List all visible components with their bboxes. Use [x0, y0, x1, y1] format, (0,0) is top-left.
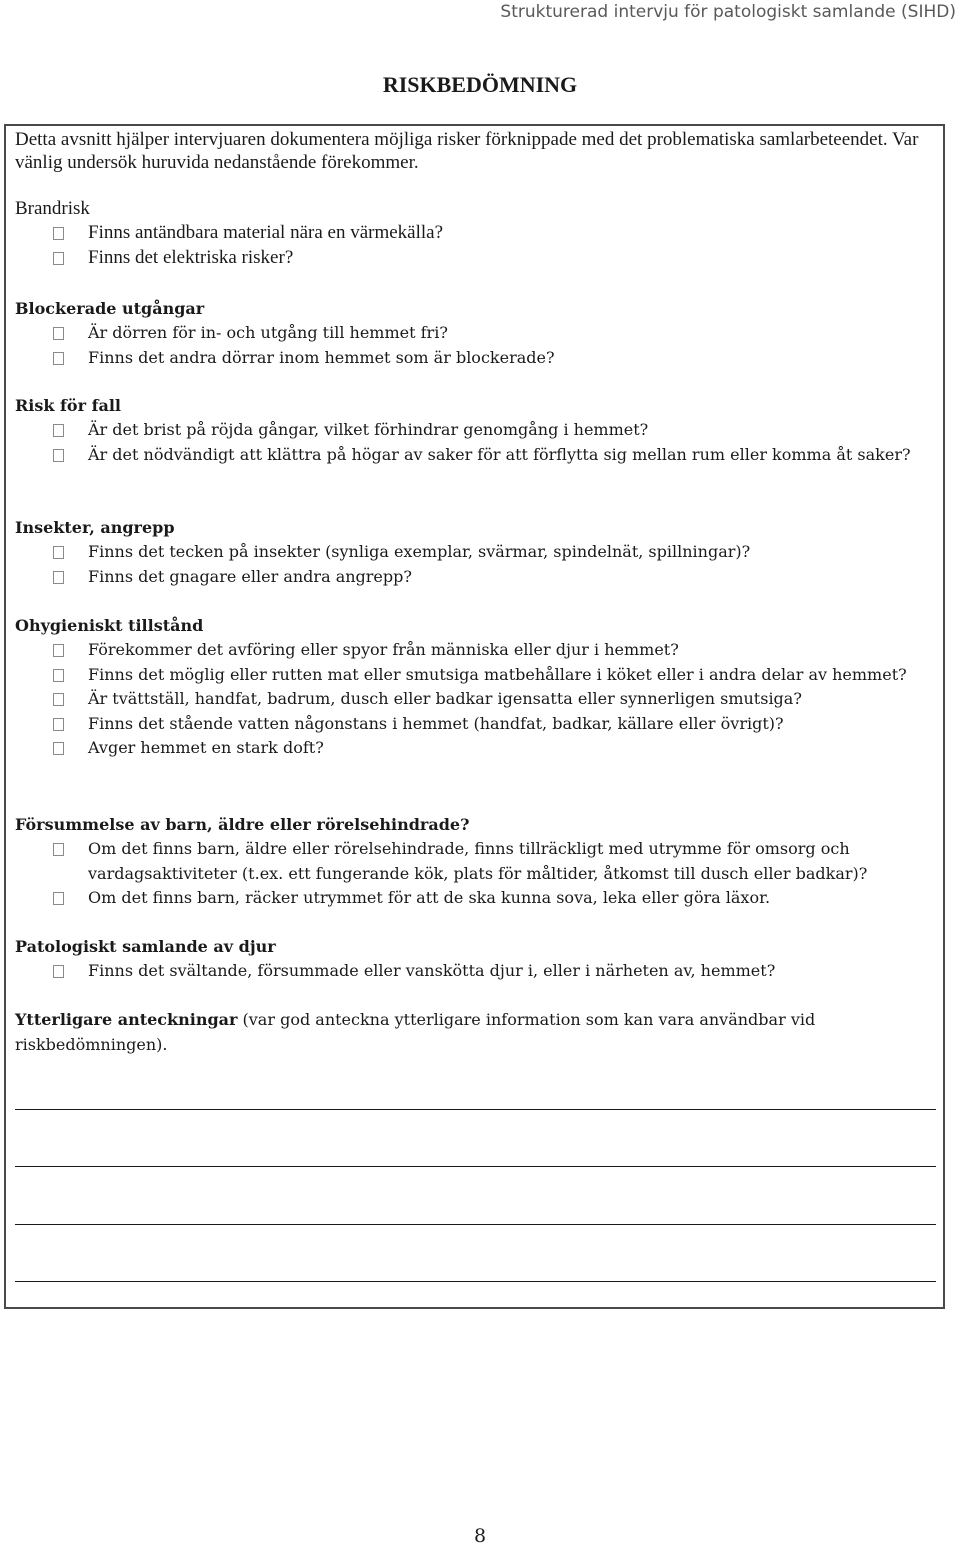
- checklist-item: [15, 663, 935, 688]
- checklist: [15, 418, 935, 467]
- notes-instruction: (var god anteckna ytterligare information som kan vara användbar vid riskbedömningen).: [15, 1010, 816, 1054]
- section-title: Risk för fall: [15, 396, 121, 415]
- checklist-item: [15, 443, 935, 468]
- checklist-item: [15, 540, 935, 565]
- checklist-item: [15, 837, 935, 886]
- checkbox[interactable]: [53, 352, 64, 365]
- section-forsummelse: [15, 813, 935, 911]
- item-text: Finns det elektriska risker?: [88, 246, 294, 268]
- checklist-item: [15, 246, 935, 271]
- intro-paragraph: Detta avsnitt hjälper intervjuaren dokumentera möjliga risker förknippade med det problematiska samlarbeteendet. Var vänlig undersök huruvida nedanstående förekommer.: [15, 129, 919, 173]
- checklist: [15, 638, 935, 761]
- checklist-item: [15, 221, 935, 246]
- item-text: Är tvättställ, handfat, badrum, dusch eller badkar igensatta eller synnerligen smutsiga?: [88, 689, 802, 708]
- checklist-item: [15, 346, 935, 371]
- checklist-item: [15, 712, 935, 737]
- item-text: Finns det möglig eller rutten mat eller smutsiga matbehållare i köket eller i andra delar av hemmet?: [88, 664, 907, 684]
- page-number: 8: [473, 1525, 487, 1547]
- checklist: [15, 959, 935, 984]
- section-title: Blockerade utgångar: [15, 299, 205, 318]
- item-text: Om det finns barn, äldre eller rörelsehindrade, finns tillräckligt med utrymme för omsorg och vardagsaktiviteter (t.ex. ett fungerande kök, plats för måltider, åtkomst till dusch eller badkar)?: [88, 839, 868, 883]
- section-brandrisk: [15, 197, 935, 270]
- checklist-item: [15, 736, 935, 761]
- checkbox[interactable]: [53, 718, 64, 731]
- item-text: Om det finns barn, räcker utrymmet för att de ska kunna sova, leka eller göra läxor.: [88, 888, 771, 907]
- section-title: Brandrisk: [15, 198, 90, 219]
- checklist-item: [15, 886, 935, 911]
- checklist-item: [15, 687, 935, 712]
- checkbox[interactable]: [53, 892, 64, 905]
- checkbox[interactable]: [53, 644, 64, 657]
- item-text: Finns det gnagare eller andra angrepp?: [88, 566, 412, 586]
- item-text: Förekommer det avföring eller spyor från människa eller djur i hemmet?: [88, 640, 679, 659]
- notes-answer-line[interactable]: [15, 1166, 936, 1167]
- notes-answer-line[interactable]: [15, 1224, 936, 1225]
- section-patologiskt-samlande-av-djur: [15, 935, 935, 984]
- checkbox[interactable]: [53, 571, 64, 584]
- checklist-item: [15, 959, 935, 984]
- checklist: [15, 321, 935, 370]
- checkbox[interactable]: [53, 327, 64, 340]
- section-insekter-angrepp: [15, 516, 935, 589]
- checkbox[interactable]: [53, 449, 64, 462]
- notes-paragraph: [15, 1008, 935, 1057]
- section-title: Patologiskt samlande av djur: [15, 937, 276, 956]
- item-text: Är det brist på röjda gångar, vilket förhindrar genomgång i hemmet?: [88, 420, 649, 439]
- running-header: Strukturerad intervju för patologiskt samlande (SIHD): [500, 2, 956, 22]
- notes-answer-line[interactable]: [15, 1281, 936, 1282]
- checkbox[interactable]: [53, 742, 64, 755]
- checkbox[interactable]: [53, 843, 64, 856]
- notes-answer-line[interactable]: [15, 1109, 936, 1110]
- section-title: Insekter, angrepp: [15, 518, 175, 537]
- checkbox[interactable]: [53, 227, 64, 240]
- checkbox[interactable]: [53, 546, 64, 559]
- item-text: Finns antändbara material nära en värmekälla?: [88, 222, 444, 243]
- checkbox[interactable]: [53, 693, 64, 706]
- checkbox[interactable]: [53, 965, 64, 978]
- checklist-item: [15, 418, 935, 443]
- section-title: Ohygieniskt tillstånd: [15, 616, 204, 635]
- item-text: Är dörren för in- och utgång till hemmet fri?: [88, 323, 448, 342]
- checklist-item: [15, 321, 935, 346]
- item-text: Är det nödvändigt att klättra på högar av saker för att förflytta sig mellan rum eller komma åt saker?: [88, 444, 911, 464]
- section-ohygieniskt-tillstand: [15, 614, 935, 761]
- checklist-item: [15, 565, 935, 590]
- checklist: [15, 540, 935, 589]
- checkbox[interactable]: [53, 424, 64, 437]
- section-title: Försummelse av barn, äldre eller rörelsehindrade?: [15, 815, 470, 834]
- checklist-item: [15, 638, 935, 663]
- section-ytterligare-anteckningar: [15, 1008, 935, 1057]
- item-text: Finns det stående vatten någonstans i hemmet (handfat, badkar, källare eller övrigt)?: [88, 713, 784, 733]
- checklist: [15, 221, 935, 270]
- section-risk-for-fall: [15, 394, 935, 467]
- item-text: Finns det tecken på insekter (synliga exemplar, svärmar, spindelnät, spillningar)?: [88, 542, 751, 561]
- checkbox[interactable]: [53, 252, 64, 265]
- item-text: Avger hemmet en stark doft?: [88, 738, 324, 757]
- page-title: RISKBEDÖMNING: [382, 72, 578, 97]
- section-blockerade-utgangar: [15, 297, 935, 370]
- checklist: [15, 837, 935, 911]
- item-text: Finns det svältande, försummade eller vanskötta djur i, eller i närheten av, hemmet?: [88, 961, 776, 980]
- notes-label: Ytterligare anteckningar: [15, 1010, 238, 1029]
- checkbox[interactable]: [53, 669, 64, 682]
- item-text: Finns det andra dörrar inom hemmet som är blockerade?: [88, 347, 555, 367]
